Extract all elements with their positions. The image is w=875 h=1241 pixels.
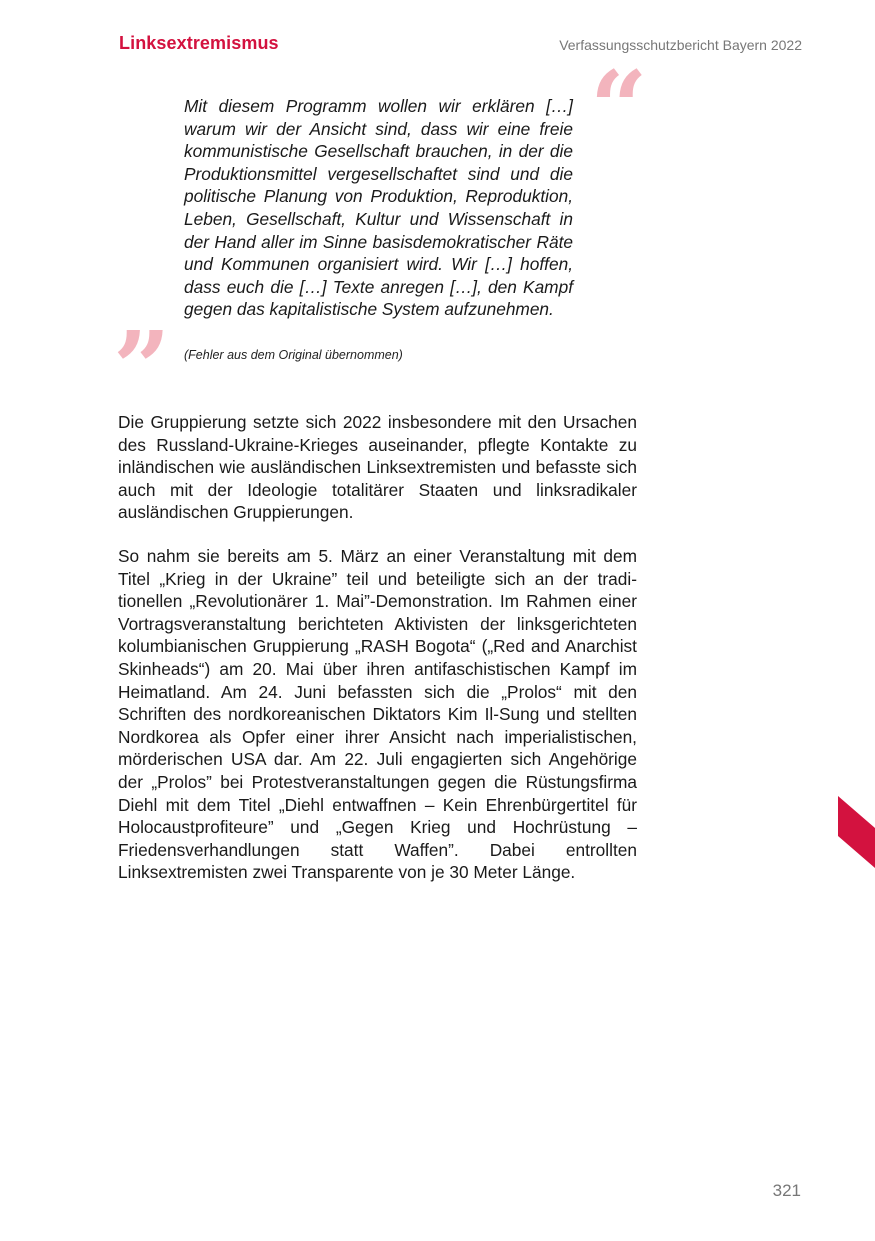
opening-quote-mark: “ [590, 49, 648, 167]
section-title: Linksextremismus [119, 33, 279, 53]
page-number: 321 [772, 1181, 801, 1200]
paragraph: So nahm sie bereits am 5. März an einer Veranstaltung mit dem Titel „Krieg in der Ukraine” teil und beteiligte sich an der traditionellen „Revolutionärer 1. Mai”-Demonstration. Im Rahmen einer Vortragsveranstaltung berichteten Aktivisten der linksgerichteten kolumbianischen Gruppierung „RASH Bogota“ („Red and Anarchist Skinheads“) am 20. Mai über ihren antifaschistischen Kampf im Heimatland. Am 24. Juni befassten sich die „Prolos“ mit den Schriften des nordkoreanischen Diktators Kim Il-Sung und stellten Nordkorea als Opfer einer ihrer Ansicht nach imperialistischen, mörderischen USA dar. Am 22. Juli engagierten sich Angehörige der „Prolos” bei Protestveranstaltungen gegen die Rüstungsfirma Diehl mit dem Titel „Diehl entwaffnen – Kein Ehrenbürgertitel für Holocaustprofiteure” und „Gegen Krieg und Hochrüstung – Friedensverhandlungen statt Waffen”. Dabei entrollten Linksextremisten zwei Transparente von je 30 Meter Länge. [118, 546, 637, 883]
block-quote: Mit diesem Programm wollen wir erklären […] warum wir der Ansicht sind, dass wir eine freie kommunistische Gesellschaft brauchen, in der die Produktionsmittel vergesellschaftet sind und die politische Planung von Produktion, Reproduktion, Leben, Gesellschaft, Kultur und Wissenschaft in der Hand aller im Sinne basisdemokratischer Räte und Kommunen organisiert wird. Wir […] hoffen, dass euch die […] Texte anregen […], den Kampf gegen das kapitalistische System aufzunehmen. [184, 96, 573, 320]
report-title: Verfassungsschutzbericht Bayern 2022 [559, 37, 802, 53]
paragraph: Die Gruppierung setzte sich 2022 insbesondere mit den Ursachen des Russland-Ukraine-Krieges auseinander, pflegte Kontakte zu inländischen wie ausländischen Linksextremisten und befasste sich auch mit der Ideologie totalitärer Staaten und linksradikaler ausländischen Gruppierungen. [118, 412, 637, 523]
chapter-tab-marker [838, 796, 875, 868]
closing-quote-mark: ” [113, 309, 171, 427]
quote-note: (Fehler aus dem Original übernommen) [184, 348, 403, 362]
